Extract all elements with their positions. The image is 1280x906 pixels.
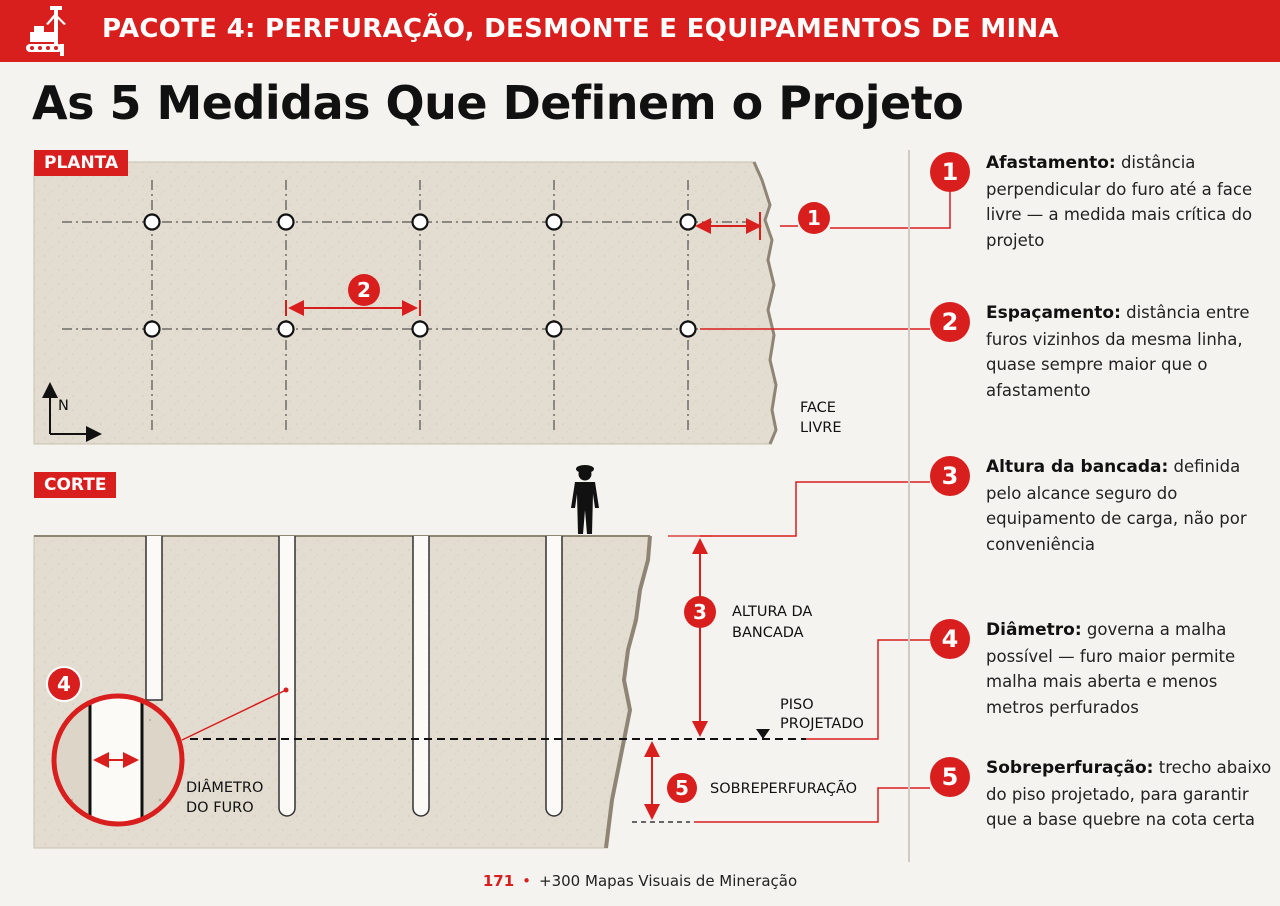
page-number: 171 — [482, 872, 515, 890]
worker-silhouette-icon — [571, 465, 599, 534]
floor-label-2: PROJETADO — [780, 716, 864, 732]
plan-tag: PLANTA — [34, 150, 128, 176]
measure-badge-2: 2 — [930, 302, 970, 342]
marker-1-text: 1 — [807, 206, 821, 230]
diameter-label-1: DIÂMETRO — [186, 780, 264, 796]
measure-text-5 — [986, 755, 1276, 833]
bench-label-1: ALTURA DA — [732, 604, 813, 620]
borehole — [546, 536, 562, 816]
measure-text-4 — [986, 617, 1276, 720]
plan-hole — [413, 215, 428, 230]
marker-5-text: 5 — [675, 776, 689, 800]
measure-text-3 — [986, 454, 1276, 557]
face-label-2: LIVRE — [800, 420, 842, 436]
measure-desc-3: definida pelo alcance seguro do equipamento de carga, não por conveniência — [986, 457, 1247, 554]
marker-3-text: 3 — [693, 600, 707, 624]
measure-badge-1: 1 — [930, 152, 970, 192]
measure-badge-4: 4 — [930, 619, 970, 659]
measure-badge-3: 3 — [930, 456, 970, 496]
measure-text-2 — [986, 300, 1276, 403]
plan-hole — [681, 322, 696, 337]
footer-dot-icon: • — [522, 872, 532, 890]
measure-desc-5: trecho abaixo do piso projetado, para garantir que a base quebre na cota certa — [986, 758, 1272, 829]
leader-1 — [830, 184, 950, 228]
measure-text-1 — [986, 150, 1276, 253]
plan-hole — [547, 215, 562, 230]
measure-title-1: Afastamento: — [986, 153, 1116, 173]
measure-desc-2: distância entre furos vizinhos da mesma linha, quase sempre maior que o afastamento — [986, 303, 1250, 400]
plan-view — [34, 162, 950, 444]
subdrill-label: SOBREPERFURAÇÃO — [710, 781, 858, 797]
plan-hole — [681, 215, 696, 230]
bench-label-2: BANCADA — [732, 625, 804, 641]
marker-2-text: 2 — [357, 278, 371, 302]
plan-hole — [279, 322, 294, 337]
page-title: As 5 Medidas Que Definem o Projeto — [32, 76, 964, 130]
borehole — [146, 536, 162, 700]
section-tag: CORTE — [34, 472, 116, 498]
floor-label-1: PISO — [780, 697, 814, 713]
series-name: +300 Mapas Visuais de Mineração — [539, 872, 798, 890]
plan-hole — [413, 322, 428, 337]
column-divider — [908, 150, 910, 862]
marker-4-text: 4 — [57, 672, 71, 696]
plan-rock — [34, 162, 776, 444]
plan-hole — [279, 215, 294, 230]
measure-title-5: Sobreperfuração: — [986, 758, 1154, 778]
measure-badge-5: 5 — [930, 757, 970, 797]
measure-title-4: Diâmetro: — [986, 620, 1082, 640]
measure-title-3: Altura da bancada: — [986, 457, 1169, 477]
measure-desc-4: governa a malha possível — furo maior permite malha mais aberta e menos metros perfurados — [986, 620, 1236, 717]
banner-title: PACOTE 4: PERFURAÇÃO, DESMONTE E EQUIPAMENTOS DE MINA — [102, 14, 1059, 44]
face-label-1: FACE — [800, 400, 836, 416]
plan-hole — [145, 322, 160, 337]
plan-hole — [547, 322, 562, 337]
borehole — [413, 536, 429, 816]
diameter-label-2: DO FURO — [186, 800, 254, 816]
section-view — [34, 465, 930, 848]
measure-title-2: Espaçamento: — [986, 303, 1121, 323]
footer — [0, 872, 1280, 890]
plan-hole — [145, 215, 160, 230]
north-label: N — [58, 398, 69, 414]
measure-desc-1: distância perpendicular do furo até a face livre — a medida mais crítica do projeto — [986, 153, 1253, 250]
borehole — [279, 536, 295, 816]
floor-marker — [756, 729, 770, 739]
leader-3 — [700, 482, 930, 536]
